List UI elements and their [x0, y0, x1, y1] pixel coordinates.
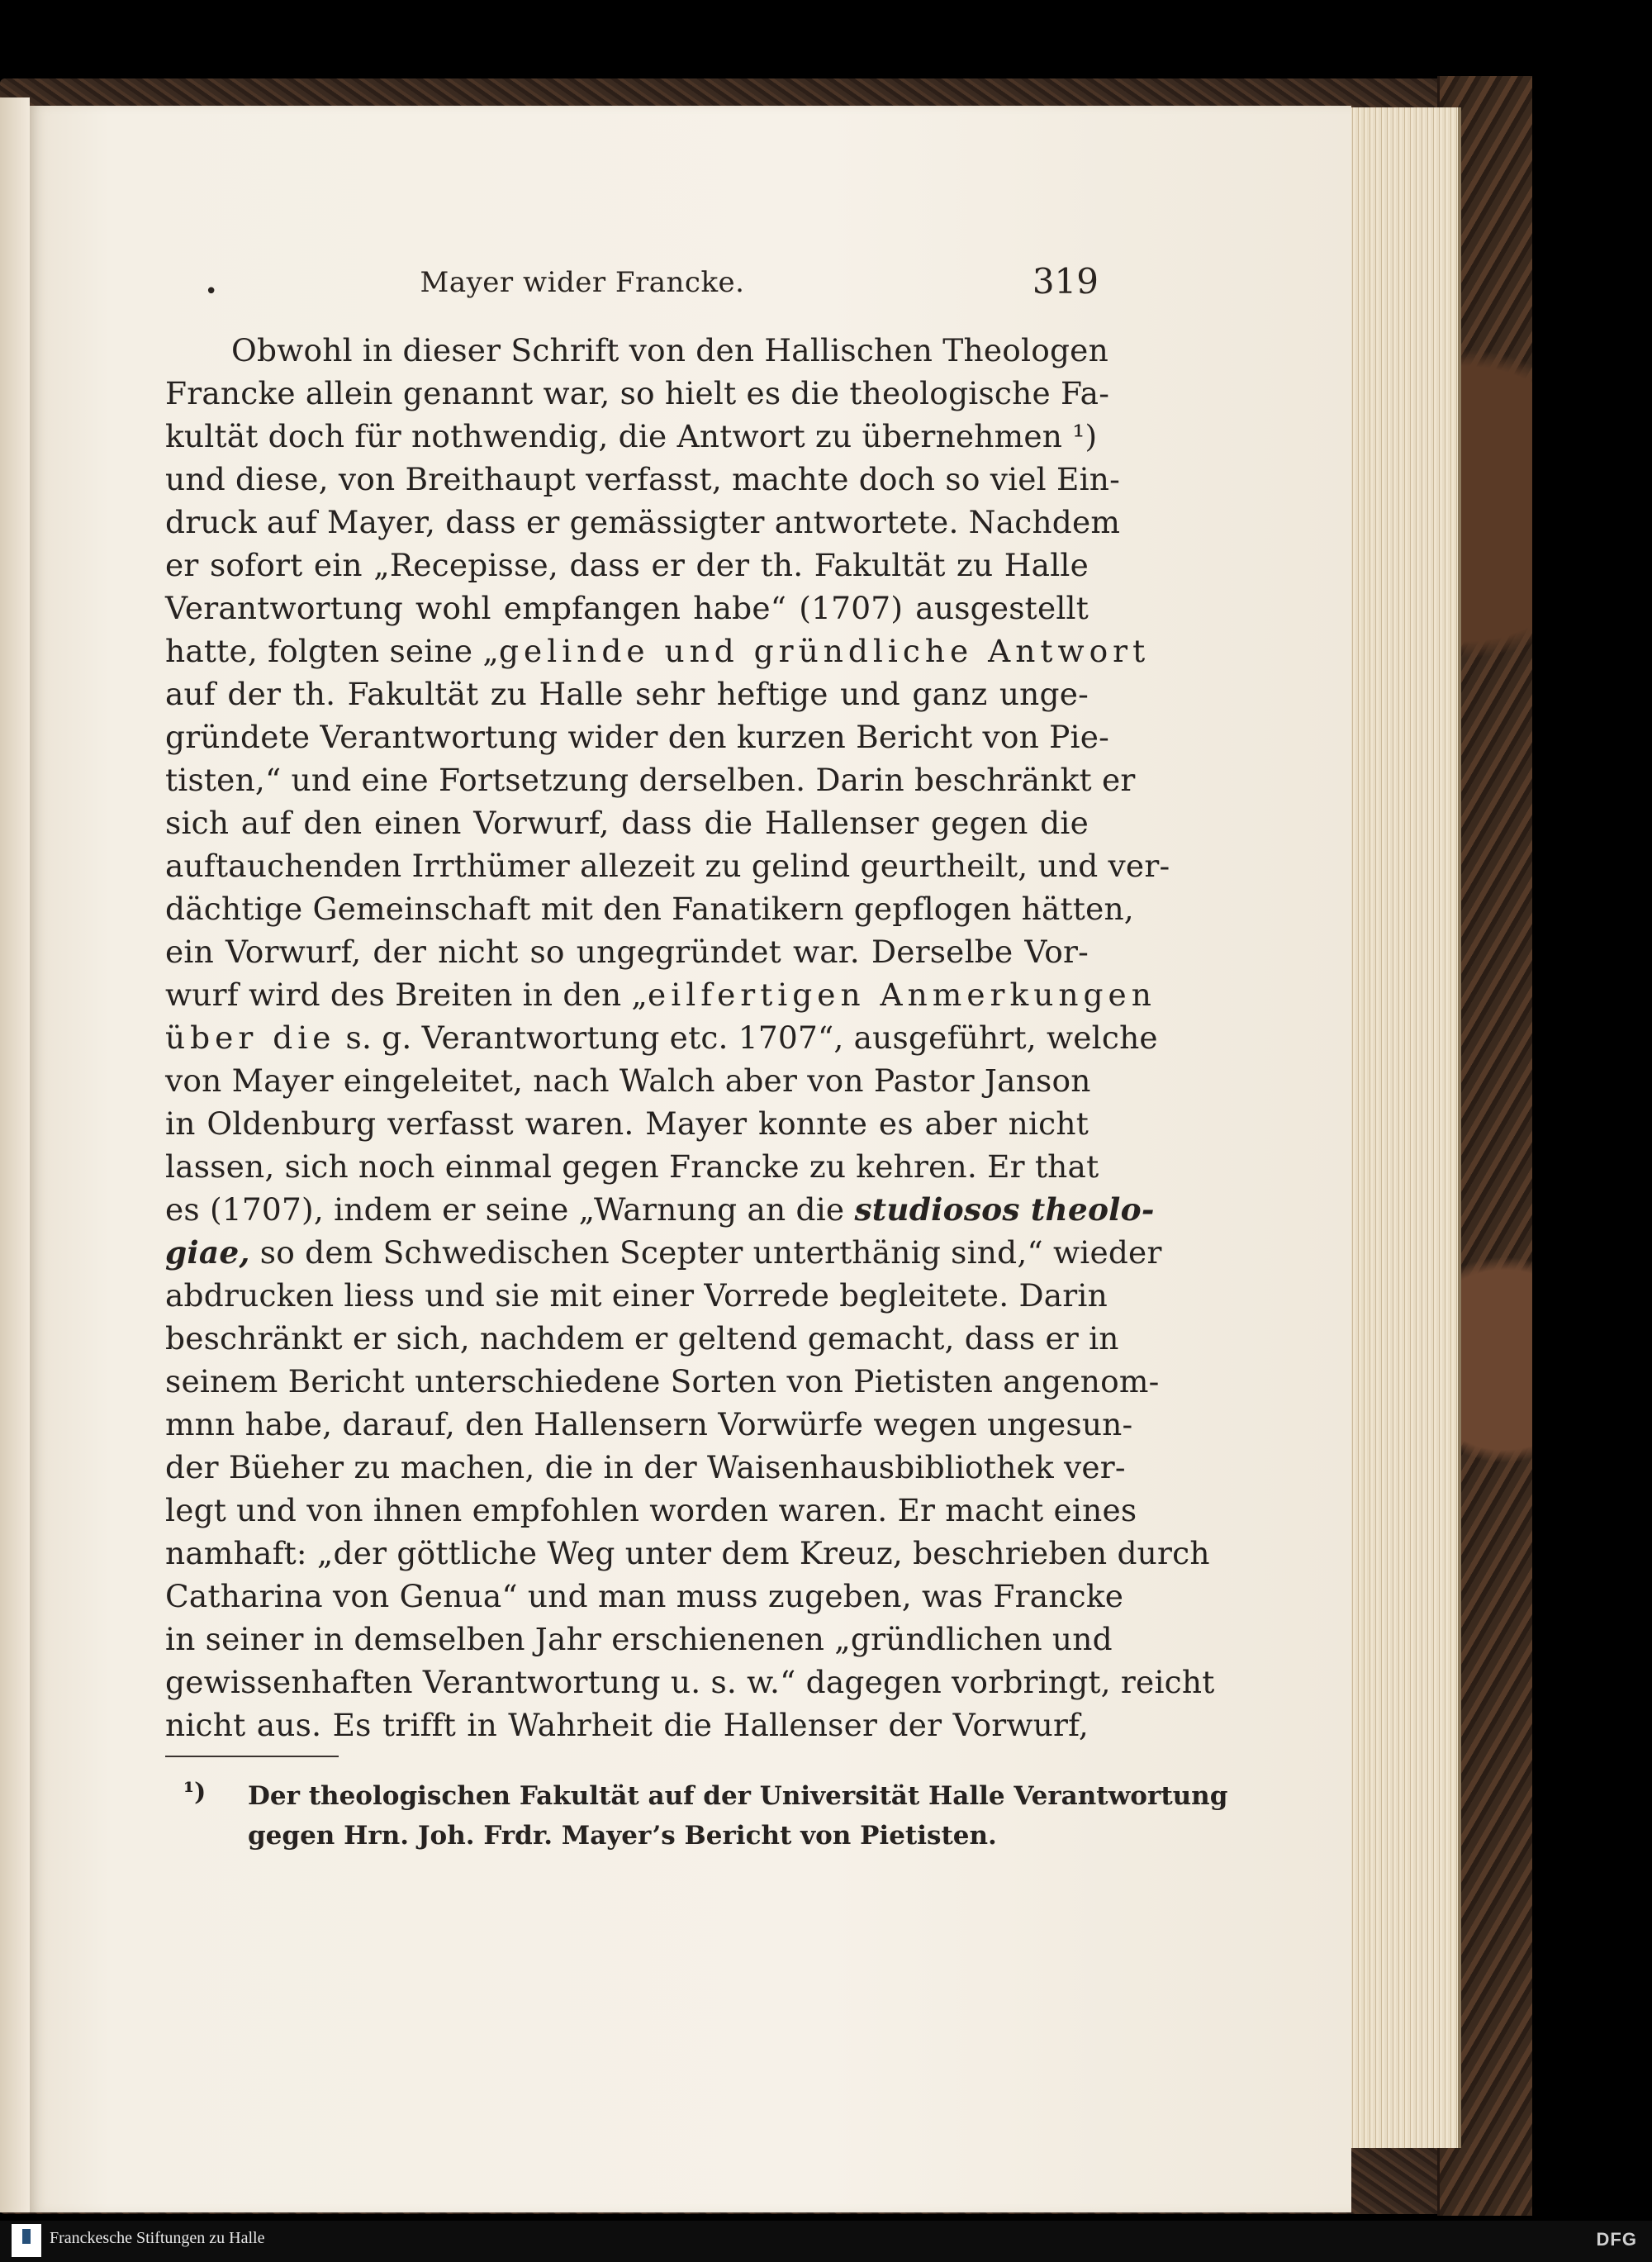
text-line: kultät doch für nothwendig, die Antwort zu übernehmen ¹)	[165, 418, 1098, 454]
left-page-edge	[0, 97, 30, 2212]
italic-text: giae,	[165, 1234, 250, 1271]
text-line	[165, 1016, 1158, 1059]
italic-text: studiosos theolo-	[854, 1191, 1155, 1228]
text-line: Catharina von Genua“ und man muss zugeben, was Francke	[165, 1578, 1124, 1614]
spaced-text: eilfertigen Anmerkungen	[648, 977, 1156, 1013]
page-number: 319	[1032, 261, 1099, 302]
page-block-edges	[1338, 107, 1461, 2148]
text-span: wurf wird des Breiten in den „	[165, 977, 648, 1013]
text-span: so dem Schwedischen Scepter unterthänig sind,“ wieder	[249, 1234, 1162, 1271]
text-span: hatte, folgten seine „	[165, 633, 499, 669]
spaced-text: gelinde und gründliche Antwort	[499, 633, 1151, 669]
text-line: er sofort ein „Recepisse, dass er der th. Fakultät zu Halle	[165, 547, 1089, 583]
text-line: in seiner in demselben Jahr erschienenen „gründlichen und	[165, 1621, 1113, 1657]
text-line: der Büeher zu machen, die in der Waisenhausbibliothek ver-	[165, 1449, 1126, 1485]
footnote-divider	[165, 1756, 339, 1757]
text-span: es (1707), indem er seine „Warnung an die	[165, 1191, 855, 1228]
text-line: namhaft: „der göttliche Weg unter dem Kreuz, beschrieben durch	[165, 1535, 1210, 1571]
text-line: gewissenhaften Verantwortung u. s. w.“ dagegen vorbringt, reicht	[165, 1664, 1215, 1700]
text-span: s. g. Verantwortung etc. 1707“, ausgeführt, welche	[335, 1019, 1158, 1056]
text-line: Verantwortung wohl empfangen habe“ (1707) ausgestellt	[165, 590, 1089, 626]
text-line: auftauchenden Irrthümer allezeit zu gelind geurtheilt, und ver-	[165, 848, 1170, 884]
body-text	[165, 329, 1215, 1746]
text-line: ein Vorwurf, der nicht so ungegründet war. Derselbe Vor-	[165, 934, 1089, 970]
text-line: beschränkt er sich, nachdem er geltend gemacht, dass er in	[165, 1320, 1119, 1357]
header-dot: •	[205, 279, 218, 304]
text-line: tisten,“ und eine Fortsetzung derselben. Darin beschränkt er	[165, 762, 1136, 798]
text-line	[165, 1188, 1155, 1231]
text-line: gründete Verantwortung wider den kurzen Bericht von Pie-	[165, 719, 1110, 755]
institution-logo-icon	[12, 2224, 41, 2257]
text-line	[165, 973, 1156, 1016]
text-line: und diese, von Breithaupt verfasst, machte doch so viel Ein-	[165, 461, 1120, 497]
text-line: druck auf Mayer, dass er gemässigter antwortete. Nachdem	[165, 504, 1121, 540]
text-line: legt und von ihnen empfohlen worden waren. Er macht eines	[165, 1492, 1137, 1528]
footnote-line: gegen Hrn. Joh. Frdr. Mayer’s Bericht von Pietisten.	[248, 1821, 997, 1851]
dfg-logo: DFG	[1596, 2229, 1637, 2250]
text-line	[165, 630, 1151, 672]
text-line: nicht aus. Es trifft in Wahrheit die Hallenser der Vorwurf,	[165, 1707, 1089, 1743]
text-line: lassen, sich noch einmal gegen Francke zu kehren. Er that	[165, 1148, 1099, 1185]
text-line: Obwohl in dieser Schrift von den Hallischen Theologen	[231, 332, 1108, 368]
text-line: mnn habe, darauf, den Hallensern Vorwürfe wegen ungesun-	[165, 1406, 1133, 1442]
text-line: auf der th. Fakultät zu Halle sehr heftige und ganz unge-	[165, 676, 1089, 712]
text-line: dächtige Gemeinschaft mit den Fanatikern gepflogen hätten,	[165, 891, 1134, 927]
text-line: sich auf den einen Vorwurf, dass die Hallenser gegen die	[165, 805, 1089, 841]
running-title: Mayer wider Francke.	[420, 266, 745, 299]
footer-bar	[0, 2221, 1652, 2262]
text-line: in Oldenburg verfasst waren. Mayer konnte es aber nicht	[165, 1105, 1089, 1142]
text-line: Francke allein genannt war, so hielt es die theologische Fa-	[165, 375, 1110, 411]
text-line: von Mayer eingeleitet, nach Walch aber von Pastor Janson	[165, 1062, 1091, 1099]
institution-name: Franckesche Stiftungen zu Halle	[50, 2229, 265, 2247]
footnote	[183, 1776, 1228, 1856]
text-line	[165, 1231, 1162, 1274]
text-line: seinem Bericht unterschiedene Sorten von Pietisten angenom-	[165, 1363, 1160, 1399]
spaced-text: über die	[165, 1019, 336, 1056]
page-header	[165, 261, 1099, 307]
text-line: abdrucken liess und sie mit einer Vorrede begleitete. Darin	[165, 1277, 1108, 1314]
footnote-mark: ¹)	[183, 1778, 206, 1807]
footnote-line: Der theologischen Fakultät auf der Universität Halle Verantwortung	[248, 1781, 1228, 1811]
